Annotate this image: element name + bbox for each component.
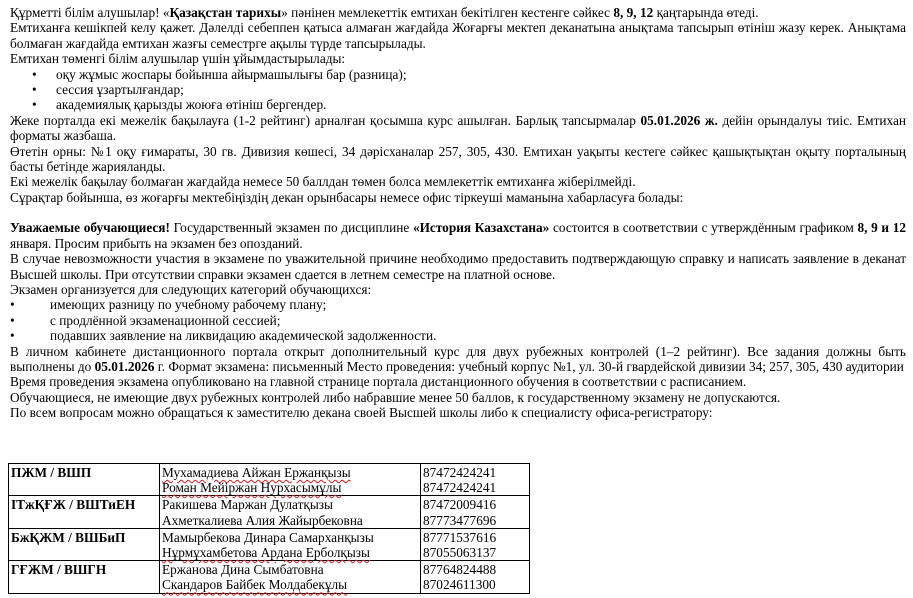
list-item: • сессия ұзартылғандар;	[10, 82, 906, 97]
contact-phone: 87771537616	[423, 529, 497, 545]
contact-phone: 87472424241	[423, 480, 497, 496]
contact-phone: 87773477696	[423, 512, 497, 528]
ru-categories-intro: Экзамен организуется для следующих категорий обучающихся:	[10, 281, 372, 297]
contact-name: Ахметкалиева Алия Жайырбековна	[162, 512, 363, 528]
kz-greeting-text: Құрметті білім алушылар! «	[10, 5, 170, 20]
table-row	[9, 464, 530, 496]
contact-phone: 87024611300	[423, 577, 496, 593]
section-gap	[10, 205, 906, 220]
kz-admission-rule: Екі межелік бақылау болмаған жағдайда немесе 50 баллдан төмен болса мемлекеттік емтиханға жіберілмейді.	[10, 174, 636, 190]
contact-name: Ержанова Дина Сымбатовна	[162, 562, 324, 578]
announcement	[10, 5, 906, 421]
names-cell	[160, 496, 421, 528]
list-item: • подавших заявление на ликвидацию академической задолженности.	[10, 328, 906, 343]
ru-absence-rule: В случае невозможности участия в экзамене по уважительной причине необходимо предоставить подтверждающую справку и написать заявление в деканат Высшей школы. При отсутствии справки экзамен сдается в летнем семестре на платной основе.	[10, 251, 906, 282]
ru-course-text: В личном кабинете дистанционного портала открыт дополнительный курс для двух рубежных контролей (1–2 рейтинг). Все задания должны быть выполнены до	[10, 343, 906, 374]
table-row	[9, 561, 530, 593]
list-item: • академиялық қарызды жоюға өтініш бергендер.	[10, 97, 906, 112]
names-cell	[160, 561, 421, 593]
ru-greeting-text: Государственный экзамен по дисциплине	[169, 220, 413, 236]
ru-greeting	[10, 220, 906, 251]
contact-name: Нұрмұхамбетова Ардана Ерболқызы	[162, 545, 370, 561]
phones-cell	[421, 528, 530, 560]
table-row	[9, 528, 530, 560]
kz-deadline: 05.01.2026 ж.	[640, 112, 718, 128]
kz-contact-intro: Сұрақтар бойынша, өз жоғарғы мектебіңіздің декан орынбасары немесе офис тіркеуші маманына хабарласуға болады:	[10, 189, 684, 205]
ru-greeting-text: января. Просим прибыть на экзамен без опозданий.	[10, 235, 303, 251]
phones-cell	[421, 464, 530, 496]
ru-contact-intro: По всем вопросам можно обращаться к заместителю декана своей Высшей школы либо к специалисту офиса-регистратору:	[10, 405, 713, 421]
contact-phone: 87472424241	[423, 465, 497, 480]
dept-cell: БжҚЖМ / ВШБиП	[9, 528, 160, 560]
phones-cell	[421, 561, 530, 593]
dept-cell: ПЖМ / ВШП	[9, 464, 160, 496]
dept-cell: ІТжҚҒЖ / ВШТиЕН	[9, 496, 160, 528]
list-item: • с продлённой экзаменационной сессией;	[10, 313, 906, 328]
contacts-table	[8, 463, 530, 594]
contact-phone: 87764824488	[423, 562, 497, 578]
ru-course-info	[10, 344, 906, 375]
kz-greeting-text: » пәнінен мемлекеттік емтихан бекітілген кестенге сәйкес	[281, 5, 614, 20]
table-row	[9, 496, 530, 528]
contact-name: Роман Мейіржан Нурхасымұлы	[162, 480, 342, 496]
contact-phone: 87055063137	[423, 545, 497, 561]
kz-subject: Қазақстан тарихы	[169, 5, 282, 20]
ru-salutation: Уважаемые обучающиеся!	[10, 220, 170, 236]
contact-name: Мамырбекова Динара Самарханқызы	[162, 529, 374, 545]
contact-phone: 87472009416	[423, 497, 497, 513]
kz-greeting-text: қаңтарында өтеді.	[653, 5, 759, 20]
list-item: • имеющих разницу по учебному рабочему плану;	[10, 297, 906, 312]
ru-greeting-text: состоится в соответствии с утверждённым графиком	[549, 220, 858, 236]
list-item: • оқу жұмыс жоспары бойынша айырмашылығы бар (разница);	[10, 67, 906, 82]
dept-cell: ГҒЖМ / ВШГН	[9, 561, 160, 593]
kz-course-text: Жеке порталда екі межелік бақылауға (1-2 рейтинг) арналған қосымша курс ашылған. Барлық тапсырмалар	[10, 112, 641, 128]
contact-name: Мухамадиева Айжан Ержанқызы	[162, 465, 351, 480]
kz-greeting	[10, 5, 906, 20]
kz-categories-intro: Емтихан төменгі білім алушылар үшін ұйымдастырылады:	[10, 51, 346, 67]
contact-name: Ракишева Маржан Дулатқызы	[162, 497, 333, 513]
kz-categories-list	[10, 67, 906, 113]
names-cell	[160, 528, 421, 560]
kz-late-rule: Емтиханға кешікпей келу қажет. Дәлелді себеппен қатыса алмаған жағдайда Жоғарғы мектеп деканатына анықтама тапсырып өтініш жазу керек. Анықтама болмаған жағдайда емтихан жазғы семестрге ақылы түрде тапсырылады.	[10, 20, 906, 51]
names-cell	[160, 464, 421, 496]
ru-categories-list	[10, 297, 906, 343]
ru-schedule-info: Время проведения экзамена опубликовано на главной странице портала дистанционного обучения в соответствии с расписанием.	[10, 374, 747, 390]
ru-deadline: 05.01.2026	[94, 358, 155, 374]
ru-admission-rule: Обучающиеся, не имеющие двух рубежных контролей либо набравшие менее 50 баллов, к государственному экзамену не допускаются.	[10, 389, 781, 405]
kz-dates: 8, 9, 12	[613, 5, 654, 20]
contact-name: Скандаров Байбек Молдабекұлы	[162, 577, 348, 593]
ru-dates: 8, 9 и 12	[857, 220, 907, 236]
kz-course-text: дейін орындалуы тиіс. Емтихан форматы жазбаша.	[10, 112, 906, 144]
phones-cell	[421, 496, 530, 528]
ru-course-text: г. Формат экзамена: письменный Место проведения: учебный корпус №1, ул. 30-й гвардейской дивизии 34; 257, 305, 430 аудитории	[154, 358, 904, 374]
kz-location: Өтетін орны: №1 оқу ғимараты, 30 гв. Дивизия көшесі, 34 дәрісханалар 257, 305, 430. Емтихан уақыты кестеге сәйкес қашықтықтан оқыту порталының басты бетінде жарияланды.	[10, 143, 906, 175]
ru-subject: «История Казахстана»	[412, 220, 550, 236]
kz-course-info	[10, 113, 906, 144]
